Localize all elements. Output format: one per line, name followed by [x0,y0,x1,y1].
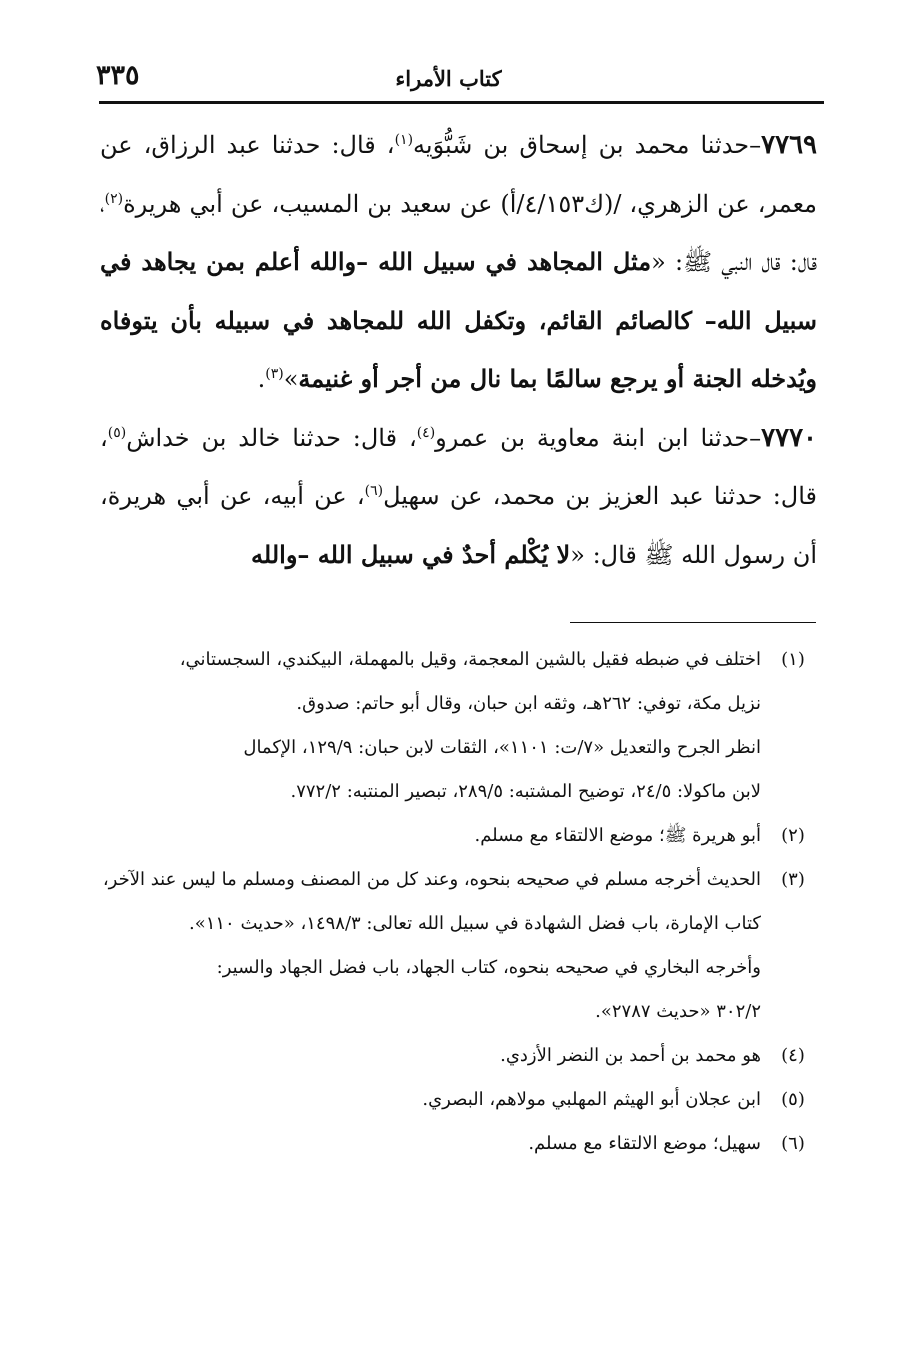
footnote-marker: (٥) [781,1089,805,1110]
footnote-1 [100,638,817,814]
isnad-text: –حدثنا محمد بن إسحاق بن شَبُّوَيه [413,131,762,159]
footnote-ref[interactable]: (٢) [104,190,124,207]
quote-close: » [283,365,299,393]
footnote-line: سهيل؛ موضع الالتقاء مع مسلم. [528,1133,761,1154]
footnote-marker: (٤) [781,1045,805,1066]
page-number: ٣٣٥ [96,60,140,91]
footnote-line: كتاب الإمارة، باب فضل الشهادة في سبيل الله تعالى: ١٤٩٨/٣، «حديث ١١٠». [188,913,761,934]
hadith-7769 [100,116,817,409]
footnote-ref[interactable]: (١) [394,132,414,148]
period: . [257,365,266,393]
footnote-2 [100,814,817,858]
hadith-number: ٧٧٦٩ [761,130,818,160]
footnotes [100,638,817,1166]
footnote-line: انظر الجرح والتعديل «٧/ت: ١١٠١»، الثقات لابن حبان: ١٢٩/٩، الإكمال [243,737,761,758]
footnote-line: وأخرجه البخاري في صحيحه بنحوه، كتاب الجهاد، باب فضل الجهاد والسير: [216,957,761,978]
footnote-marker: (١) [781,649,805,670]
footnote-marker: (٦) [781,1133,805,1154]
footnote-ref[interactable]: (٥) [107,424,127,441]
footnote-line: ابن عجلان أبو الهيثم المهلبي مولاهم، البصري. [422,1089,761,1110]
footnote-5 [100,1078,817,1122]
footnote-line: الحديث أخرجه مسلم في صحيحه بنحوه، وعند كل من المصنف ومسلم ما ليس عند الآخر، [102,869,761,890]
footnote-ref[interactable]: (٣) [265,366,284,382]
hadith-number: ٧٧٧٠ [761,422,817,453]
hadith-matn: مثل المجاهد في سبيل الله –والله أعلم بمن يجاهد في سبيل الله– كالصائم القائم، وتكفل الله للمجاهد في سبيله بأن يتوفاه ويُدخله الجنة أو يرجع سالمًا بما نال من أجر أو غنيمة [100,247,817,393]
footnote-line: لابن ماكولا: ٢٤/٥، توضيح المشتبه: ٢٨٩/٥، تبصير المنتبه: ٧٧٢/٢. [290,781,761,802]
header-divider [99,101,824,104]
footnote-3 [100,858,817,1034]
hadith-7770 [100,409,817,585]
footnote-line: ٣٠٢/٢ «حديث ٢٧٨٧». [595,1001,761,1022]
footnote-divider [570,622,816,623]
footnote-marker: (٣) [781,869,805,890]
main-text [100,116,817,584]
isnad-text: ، قال: قال النبي ﷺ: « [100,189,817,276]
hadith-matn: لا يُكْلم أحدٌ في سبيل الله –والله [251,539,571,569]
isnad-text: ، قال: حدثنا عبد الرزاق، عن معمر، عن الزهري، /(ك٤/١٥٣/أ) عن سعيد بن المسيب، عن أبي هريرة [100,131,818,218]
isnad-text: ، قال: حدثنا خالد بن خداش [126,423,417,452]
isnad-text: ، قال: حدثنا عبد العزيز بن محمد، عن سهيل [100,423,817,510]
book-title: كتاب الأمراء [395,66,502,91]
footnote-ref[interactable]: (٤) [416,424,436,441]
footnote-line: نزيل مكة، توفي: ٢٦٢هـ، وثقه ابن حبان، وقال أبو حاتم: صدوق. [296,693,761,714]
footnote-line: اختلف في ضبطه فقيل بالشين المعجمة، وقيل بالمهملة، البيكندي، السجستاني، [179,649,761,670]
isnad-text: –حدثنا ابن ابنة معاوية بن عمرو [435,423,762,452]
footnote-line: أبو هريرة ﷺ؛ موضع الالتقاء مع مسلم. [474,825,761,846]
footnote-6 [100,1122,817,1166]
footnote-4 [100,1034,817,1078]
footnote-marker: (٢) [781,825,805,846]
footnote-line: هو محمد بن أحمد بن النضر الأزدي. [500,1045,761,1066]
footnote-ref[interactable]: (٦) [364,483,384,499]
isnad-text: ، عن أبيه، عن أبي هريرة، أن رسول الله ﷺ قال: « [100,482,817,569]
